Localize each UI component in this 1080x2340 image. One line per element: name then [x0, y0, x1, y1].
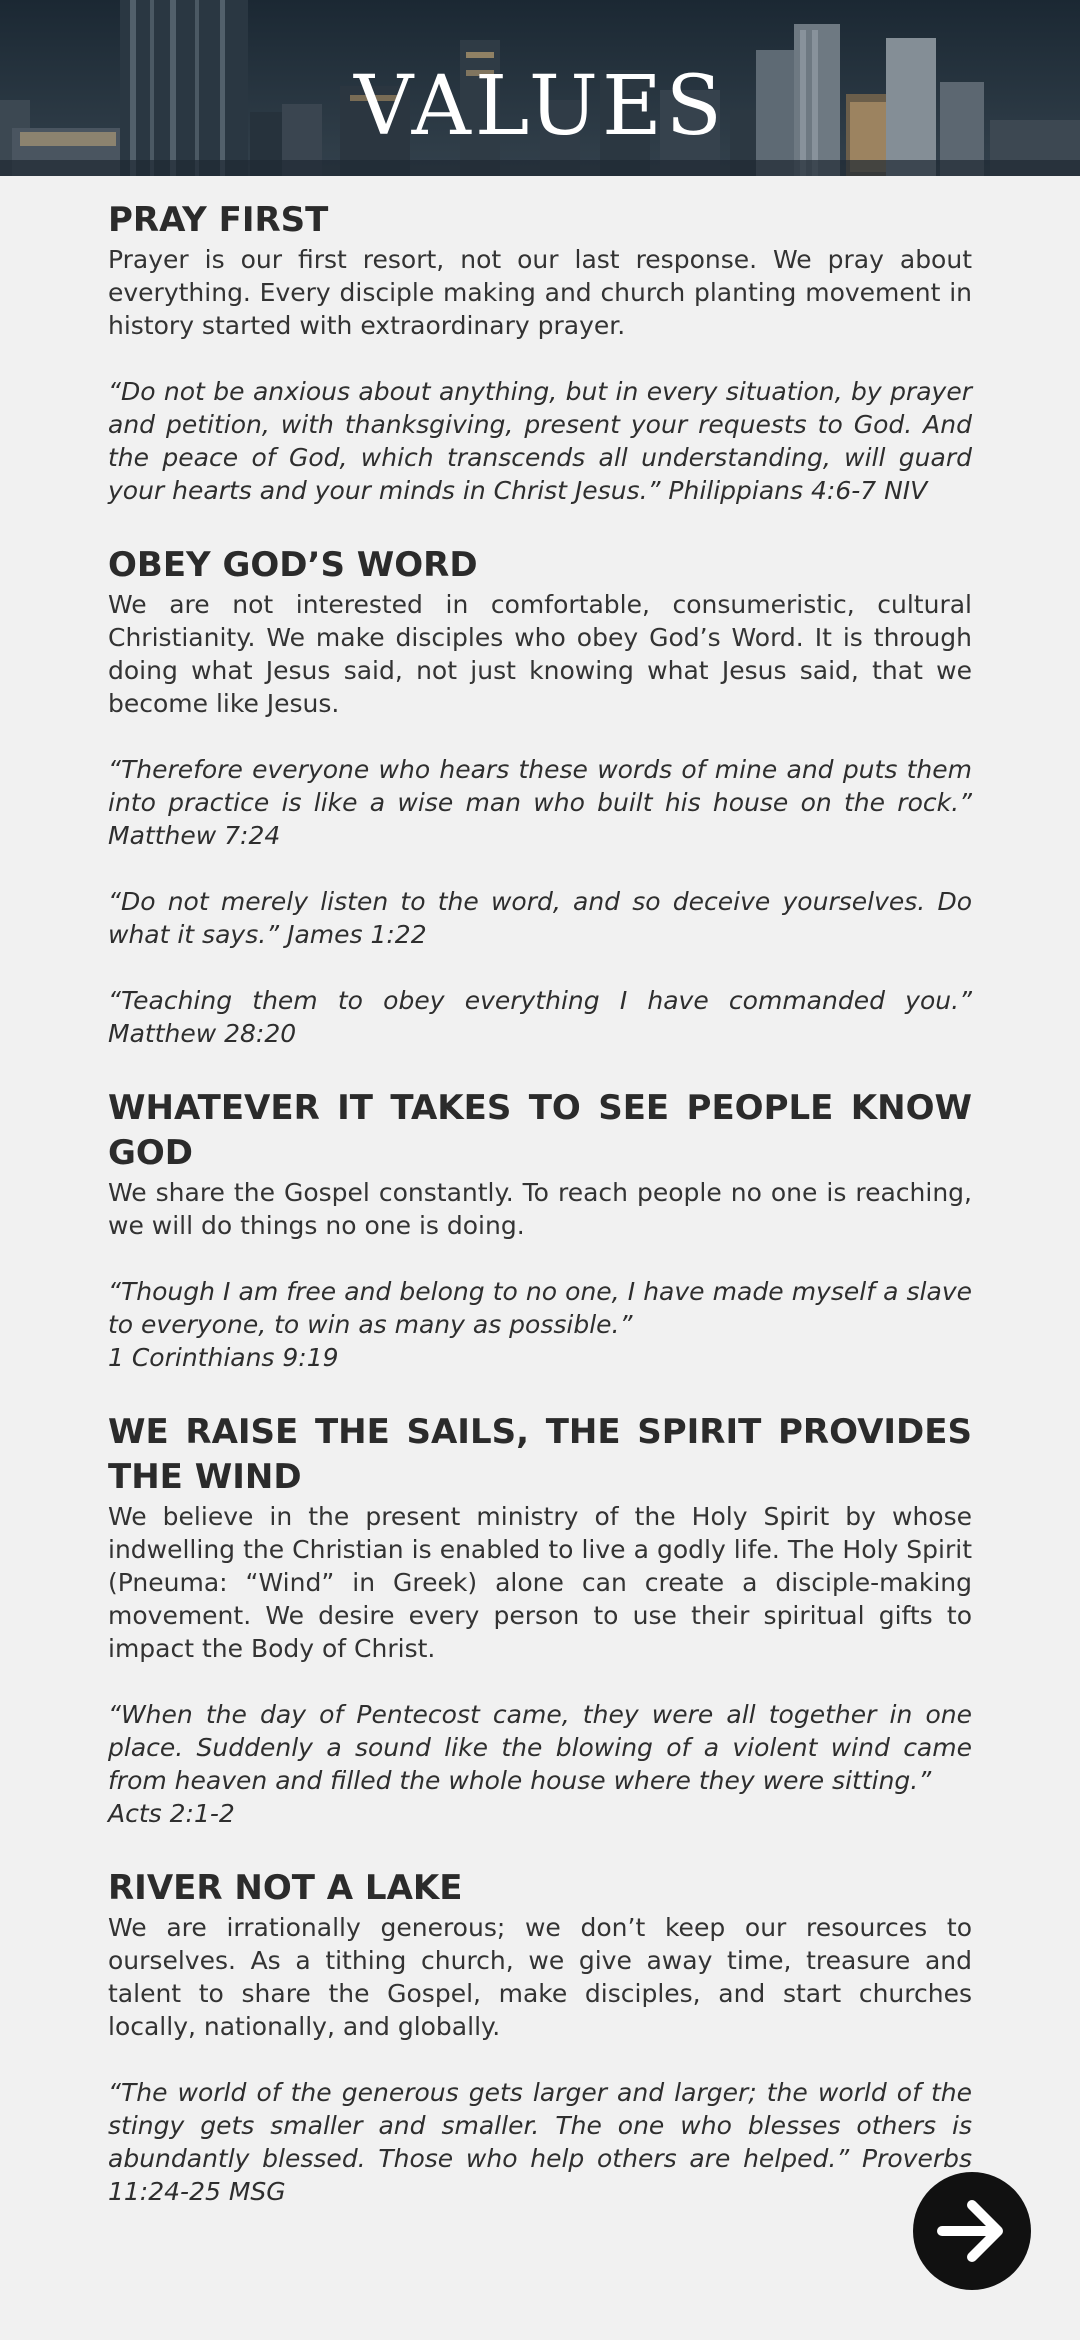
quote-reference: Matthew 7:24 [108, 821, 281, 850]
value-body: We are not interested in comfortable, consumeristic, cultural Christianity. We make disciples who obey God’s Word. It is through doing what Jesus said, not just knowing what Jesus said, that we become like Jesus. [108, 590, 972, 718]
quote-reference: Acts 2:1-2 [108, 1799, 235, 1828]
values-content [108, 198, 972, 2244]
quote-reference: James 1:22 [287, 920, 427, 949]
value-heading: OBEY GOD’S WORD [108, 545, 478, 585]
value-body: We believe in the present ministry of the Holy Spirit by whose indwelling the Christian is enabled to live a godly life. The Holy Spirit (Pneuma: “Wind” in Greek) alone can create a disciple-making movement. We desire every person to use their spiritual gifts to impact the Body of Christ. [108, 1502, 972, 1663]
quote-text: “Do not be anxious about anything, but in every situation, by prayer and petition, with thanksgiving, present your requests to God. And the peace of God, which transcends all understanding, will guard your hearts and your minds in Christ Jesus.” [108, 377, 972, 505]
value-body: We are irrationally generous; we don’t keep our resources to ourselves. As a tithing church, we give away time, treasure and talent to share the Gospel, make disciples, and start churches locally, nationally, and globally. [108, 1913, 972, 2041]
quote-text: “When the day of Pentecost came, they were all together in one place. Suddenly a sound like the blowing of a violent wind came from heaven and filled the whole house where they were sitting.” [108, 1700, 972, 1795]
value-heading: WE RAISE THE SAILS, THE SPIRIT PROVIDES THE WIND [108, 1412, 972, 1497]
scripture-quote [108, 753, 972, 852]
arrow-right-icon [932, 2191, 1012, 2271]
quote-text: “Therefore everyone who hears these words of mine and puts them into practice is like a wise man who built his house on the rock.” [108, 755, 972, 817]
scripture-quote [108, 885, 972, 951]
value-body: We share the Gospel constantly. To reach people no one is reaching, we will do things no one is doing. [108, 1178, 972, 1240]
scripture-quote [108, 375, 972, 507]
scripture-quote [108, 1275, 972, 1374]
scripture-quote [108, 1698, 972, 1830]
next-page-button[interactable] [913, 2172, 1031, 2290]
quote-reference: 1 Corinthians 9:19 [108, 1343, 339, 1372]
value-heading: PRAY FIRST [108, 200, 329, 240]
value-section-raise-the-sails [108, 1410, 972, 1830]
value-section-obey-gods-word [108, 543, 972, 1050]
scripture-quote [108, 984, 972, 1050]
value-heading: RIVER NOT A LAKE [108, 1868, 463, 1908]
value-section-pray-first [108, 198, 972, 507]
quote-text: “Though I am free and belong to no one, I have made myself a slave to everyone, to win as many as possible.” [108, 1277, 972, 1339]
value-heading: WHATEVER IT TAKES TO SEE PEOPLE KNOW GOD [108, 1088, 972, 1173]
quote-text: “Do not merely listen to the word, and so deceive yourselves. Do what it says.” [108, 887, 972, 949]
quote-reference: Matthew 28:20 [108, 1019, 297, 1048]
scripture-quote [108, 2076, 972, 2208]
quote-reference: Philippians 4:6-7 NIV [668, 476, 928, 505]
value-section-whatever-it-takes [108, 1086, 972, 1374]
quote-reference: Proverbs 11:24-25 MSG [108, 2144, 972, 2206]
page-title: VALUES [354, 59, 726, 154]
quote-text: “Teaching them to obey everything I have commanded you.” [108, 986, 972, 1015]
quote-text: “The world of the generous gets larger and larger; the world of the stingy gets smaller and smaller. The one who blesses others is abundantly blessed. Those who help others are helped.” [108, 2078, 972, 2173]
value-section-river-not-a-lake [108, 1866, 972, 2208]
value-body: Prayer is our first resort, not our last response. We pray about everything. Every disciple making and church planting movement in history started with extraordinary prayer. [108, 245, 972, 340]
hero-banner [0, 0, 1080, 176]
